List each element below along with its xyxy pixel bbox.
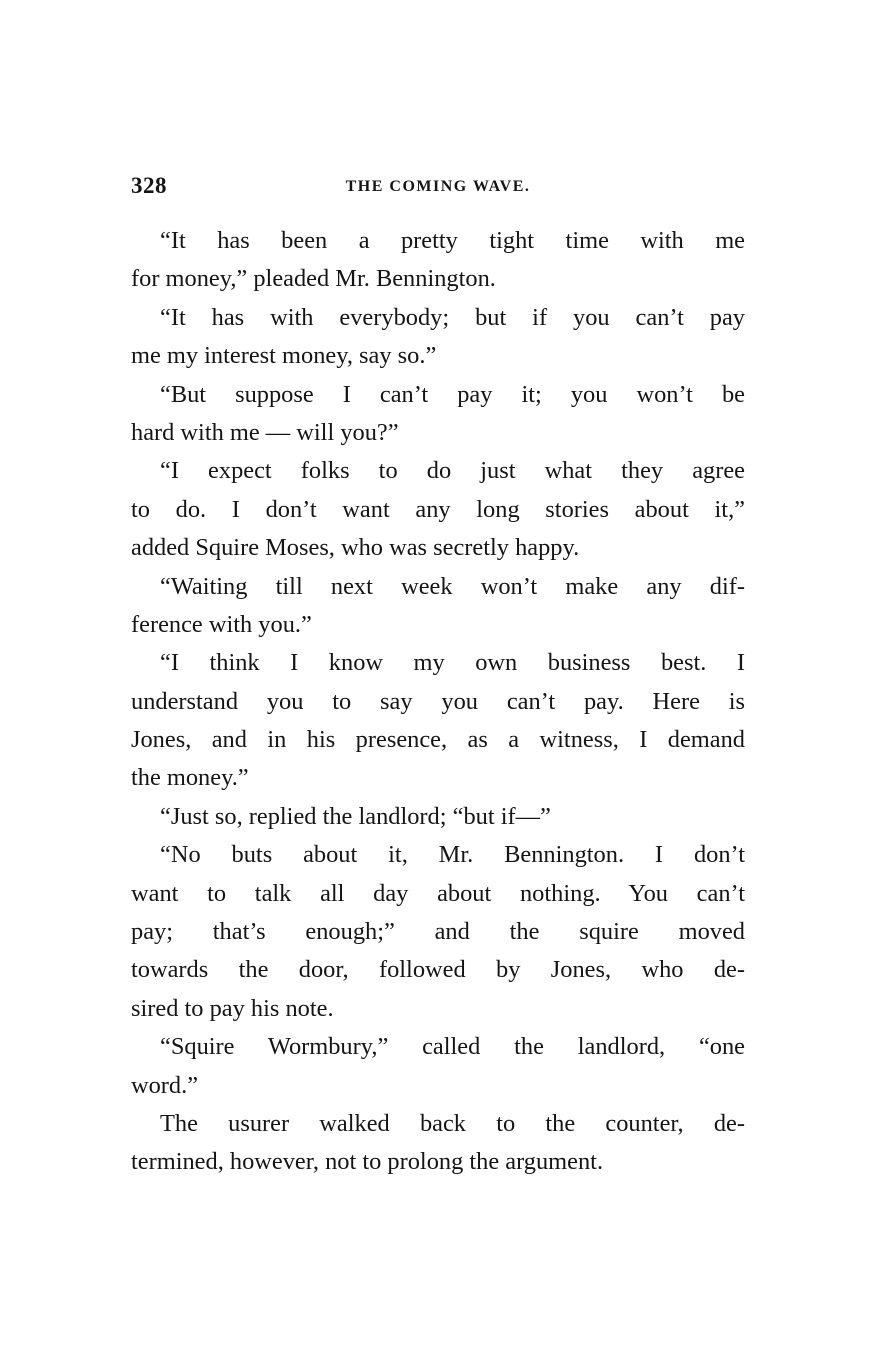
- paragraph: [131, 568, 745, 645]
- text-line: “I expect folks to do just what they agree: [160, 457, 745, 485]
- text-line: ference with you.”: [131, 610, 312, 638]
- paragraph: [131, 798, 745, 836]
- text-line: towards the door, followed by Jones, who de-: [131, 956, 745, 984]
- book-page: [131, 170, 745, 1182]
- text-line: “But suppose I can’t pay it; you won’t be: [160, 380, 745, 408]
- paragraph: [131, 452, 745, 567]
- running-title: THE COMING WAVE.: [345, 178, 531, 195]
- paragraph: [131, 1105, 745, 1182]
- text-line: “Just so, replied the landlord; “but if—”: [160, 802, 551, 830]
- paragraph: [131, 222, 745, 299]
- text-line: me my interest money, say so.”: [131, 342, 437, 370]
- paragraph: [131, 836, 745, 1028]
- paragraph: [131, 1028, 745, 1105]
- body-text: [131, 222, 745, 1182]
- text-line: “No buts about it, Mr. Bennington. I don’t: [160, 841, 745, 869]
- text-line: Jones, and in his presence, as a witness, I demand: [131, 726, 745, 754]
- text-line: the money.”: [131, 764, 249, 792]
- text-line: The usurer walked back to the counter, de-: [160, 1109, 745, 1137]
- text-line: hard with me — will you?”: [131, 418, 399, 446]
- text-line: “It has been a pretty tight time with me: [160, 227, 745, 254]
- text-line: “Waiting till next week won’t make any dif-: [160, 572, 745, 600]
- page-number: 328: [131, 173, 167, 198]
- text-line: word.”: [131, 1071, 199, 1099]
- page-header: [131, 170, 745, 206]
- paragraph: [131, 299, 745, 376]
- text-line: “Squire Wormbury,” called the landlord, “one: [160, 1033, 745, 1061]
- text-line: termined, however, not to prolong the argument.: [131, 1148, 604, 1176]
- text-line: added Squire Moses, who was secretly happy.: [131, 534, 580, 562]
- paragraph: [131, 644, 745, 798]
- text-line: sired to pay his note.: [131, 994, 334, 1022]
- text-line: understand you to say you can’t pay. Here is: [131, 687, 745, 715]
- text-line: pay; that’s enough;” and the squire moved: [131, 918, 745, 946]
- text-line: “It has with everybody; but if you can’t pay: [160, 303, 745, 331]
- text-line: want to talk all day about nothing. You can’t: [131, 879, 745, 907]
- text-line: “I think I know my own business best. I: [160, 649, 745, 677]
- text-line: to do. I don’t want any long stories about it,”: [131, 495, 745, 523]
- text-line: for money,” pleaded Mr. Bennington.: [131, 265, 496, 293]
- paragraph: [131, 376, 745, 453]
